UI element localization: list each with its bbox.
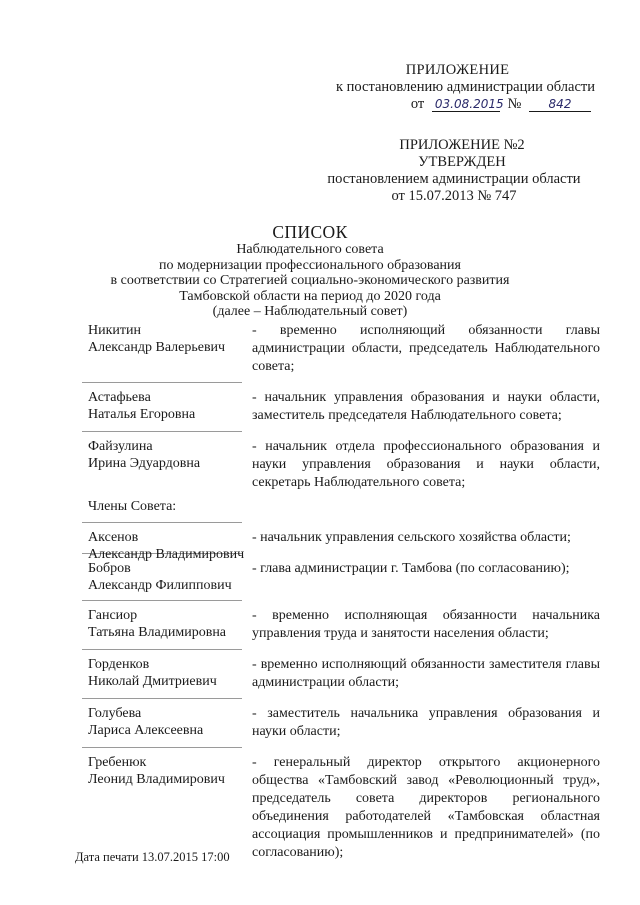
handwritten-number: 842 bbox=[529, 97, 591, 112]
member-name bbox=[88, 656, 248, 690]
divider bbox=[82, 649, 242, 650]
council-member-list bbox=[82, 322, 602, 866]
member-surname: Бобров bbox=[88, 561, 131, 576]
print-date: Дата печати 13.07.2015 17:00 bbox=[75, 850, 230, 864]
member-surname: Никитин bbox=[88, 323, 141, 338]
title-line-3: в соответствии со Стратегией социально-экономического развития bbox=[110, 273, 510, 288]
leader-row bbox=[82, 389, 602, 429]
divider bbox=[82, 698, 242, 699]
leader-row bbox=[82, 322, 602, 380]
member-role: - временно исполняющая обязанности начальника управления труда и занятости населения области; bbox=[252, 608, 600, 641]
member-given-names: Александр Филиппович bbox=[88, 578, 232, 593]
divider bbox=[82, 431, 242, 432]
member-name bbox=[88, 322, 248, 356]
member-name bbox=[88, 389, 248, 423]
member-row bbox=[82, 529, 602, 562]
member-given-names: Александр Владимирович bbox=[88, 547, 245, 562]
divider bbox=[82, 522, 242, 523]
approval-block bbox=[318, 137, 590, 205]
title-heading: СПИСОК bbox=[272, 222, 348, 242]
member-given-names: Татьяна Владимировна bbox=[88, 625, 227, 640]
members-label: Члены Совета: bbox=[88, 499, 177, 514]
approval-by: постановлением администрации области bbox=[327, 171, 581, 187]
member-surname: Астафьева bbox=[88, 390, 151, 405]
member-surname: Аксенов bbox=[88, 530, 139, 545]
appendix-resolution-line: к постановлению администрации области bbox=[335, 79, 595, 95]
divider bbox=[82, 382, 242, 383]
member-name bbox=[88, 560, 248, 594]
appendix-title: ПРИЛОЖЕНИЕ bbox=[405, 62, 510, 78]
divider bbox=[82, 747, 242, 748]
member-given-names: Александр Валерьевич bbox=[88, 340, 226, 355]
member-role: - временно исполняющий обязанности заместителя главы администрации области; bbox=[252, 657, 600, 690]
title-line-4: Тамбовской области на период до 2020 года bbox=[179, 288, 441, 304]
member-surname: Гребенюк bbox=[88, 755, 147, 770]
member-row bbox=[82, 607, 602, 647]
member-surname: Голубева bbox=[88, 706, 142, 721]
member-role: - начальник управления сельского хозяйства области; bbox=[252, 530, 571, 545]
member-role: - начальник отдела профессионального образования и науки управления образования и науки области, секретарь Наблюдательного совета; bbox=[252, 439, 600, 490]
member-given-names: Ирина Эдуардовна bbox=[88, 456, 201, 471]
approval-appendix-title: ПРИЛОЖЕНИЕ №2 bbox=[399, 137, 525, 153]
title-line-5: (далее – Наблюдательный совет) bbox=[212, 304, 408, 319]
member-name bbox=[88, 529, 248, 563]
member-role: - начальник управления образования и науки области, заместитель председателя Наблюдательного совета; bbox=[252, 390, 600, 423]
member-given-names: Наталья Егоровна bbox=[88, 407, 196, 422]
from-label: от bbox=[410, 96, 425, 112]
member-name bbox=[88, 705, 248, 739]
member-role: - временно исполняющий обязанности главы администрации области, председатель Наблюдательного совета; bbox=[252, 323, 600, 374]
member-role: - глава администрации г. Тамбова (по согласованию); bbox=[252, 561, 570, 576]
number-sign: № bbox=[507, 96, 522, 112]
member-surname: Горденков bbox=[88, 657, 150, 672]
member-given-names: Лариса Алексеевна bbox=[88, 723, 204, 738]
appendix-date-line bbox=[300, 96, 595, 113]
member-role: - генеральный директор открытого акционерного общества «Тамбовский завод «Революционный труд», председатель совета директоров регионального объединения работодателей «Тамбовская областная ассоциация промышленников и предпринимателей» (по согласованию); bbox=[252, 755, 600, 860]
member-given-names: Леонид Владимирович bbox=[88, 772, 225, 787]
leader-row bbox=[82, 438, 602, 496]
member-role: - заместитель начальника управления образования и науки области; bbox=[252, 706, 600, 739]
member-name bbox=[88, 438, 248, 472]
member-name bbox=[88, 607, 248, 641]
member-row bbox=[82, 560, 602, 598]
approval-approved: УТВЕРЖДЕН bbox=[418, 154, 506, 170]
member-row bbox=[82, 705, 602, 745]
handwritten-date: 03.08.2015 bbox=[432, 97, 500, 112]
title-line-1: Наблюдательного совета bbox=[236, 242, 384, 257]
divider bbox=[82, 600, 242, 601]
member-surname: Гансиор bbox=[88, 608, 138, 623]
document-title bbox=[80, 222, 540, 320]
member-name bbox=[88, 754, 248, 788]
member-row bbox=[82, 656, 602, 696]
appendix-header bbox=[300, 62, 595, 113]
approval-date: от 15.07.2013 № 747 bbox=[391, 188, 517, 204]
member-given-names: Николай Дмитриевич bbox=[88, 674, 217, 689]
member-surname: Файзулина bbox=[88, 439, 153, 454]
title-line-2: по модернизации профессионального образования bbox=[159, 257, 461, 273]
